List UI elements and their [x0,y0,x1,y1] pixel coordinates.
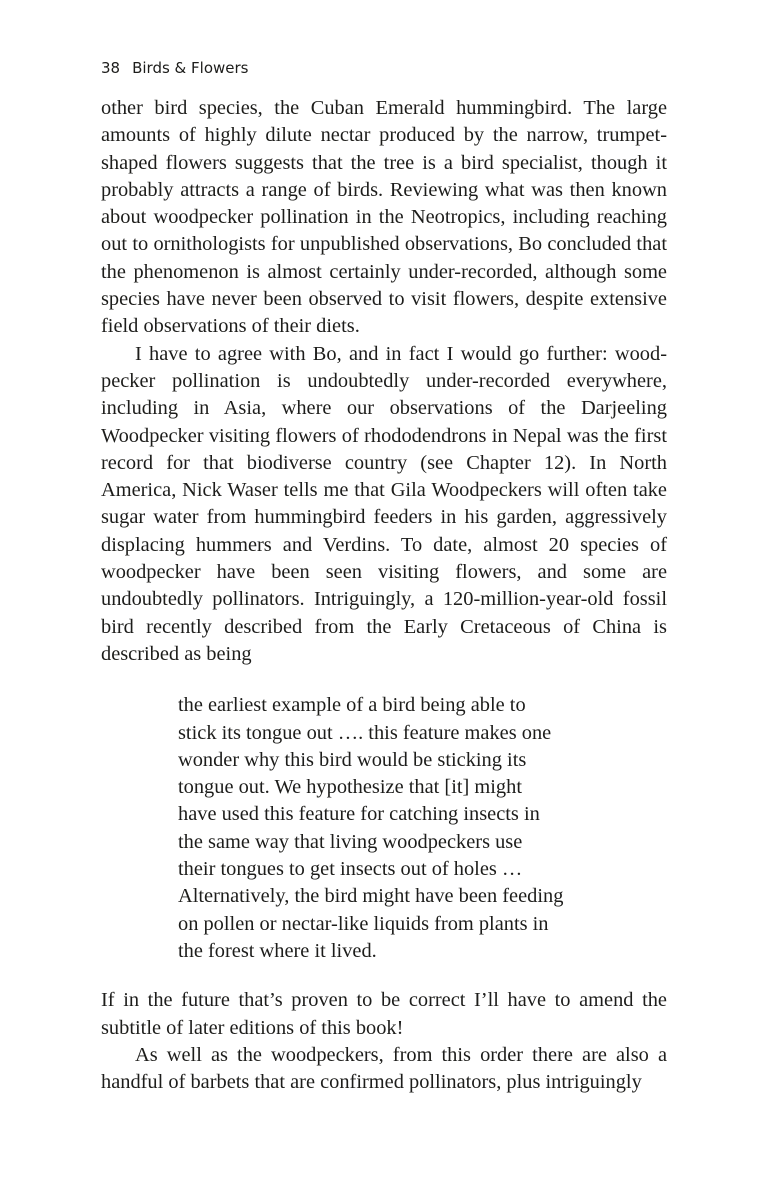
quote-line: have used this feature for catching insects in [178,803,540,826]
quote-line: on pollen or nectar-like liquids from plants in [178,912,549,935]
quote-line: their tongues to get insects out of holes … [178,858,523,881]
quote-line: stick its tongue out …. this feature makes one [178,721,552,744]
quote-line: the forest where it lived. [178,939,377,962]
running-head [101,58,248,78]
paragraph: As well as the woodpeckers, from this order there are also a handful of barbets that are confirmed pollinators, plus intriguingly [101,1043,667,1094]
quote-line: the same way that living woodpeckers use [178,830,523,853]
body-text [101,95,667,1096]
block-quote [178,692,608,965]
paragraph: If in the future that’s proven to be correct I’ll have to amend the subtitle of later editions of this book! [101,989,667,1039]
quote-line: the earliest example of a bird being able to [178,694,526,717]
quote-line: Alternatively, the bird might have been feeding [178,885,564,908]
page-number: 38 [101,59,121,77]
quote-line: tongue out. We hypothesize that [it] might [178,776,522,799]
paragraph: I have to agree with Bo, and in fact I would go further: woodpecker pollination is undoubtedly under-recorded everywhere, including in Asia, where our observations of the Darjeeling Woodpecker visiting flowers of rhododendrons in Nepal was the first record for that biodiverse country (see Chapter 12). In North America, Nick Waser tells me that Gila Woodpeckers will often take sugar water from hummingbird feeders in his garden, aggressively displacing hummers and Verdins. To date, almost 20 species of woodpecker have been seen visiting flowers, and some are undoubtedly pollinators. Intriguingly, a 120-million-year-old fossil bird recently described from the Early Cretaceous of China is described as being [101,342,667,665]
paragraph: other bird species, the Cuban Emerald hummingbird. The large amounts of highly dilute nectar produced by the narrow, trumpet-shaped flowers suggests that the tree is a bird specialist, though it probably attracts a range of birds. Reviewing what was then known about woodpecker pollination in the Neotropics, including reaching out to ornithologists for unpublished observations, Bo concluded that the phenomenon is almost certainly under-recorded, although some species have never been observed to visit flowers, despite extensive field observations of their diets. [101,97,667,338]
quote-line: wonder why this bird would be sticking its [178,748,527,771]
running-title: Birds & Flowers [132,59,249,77]
